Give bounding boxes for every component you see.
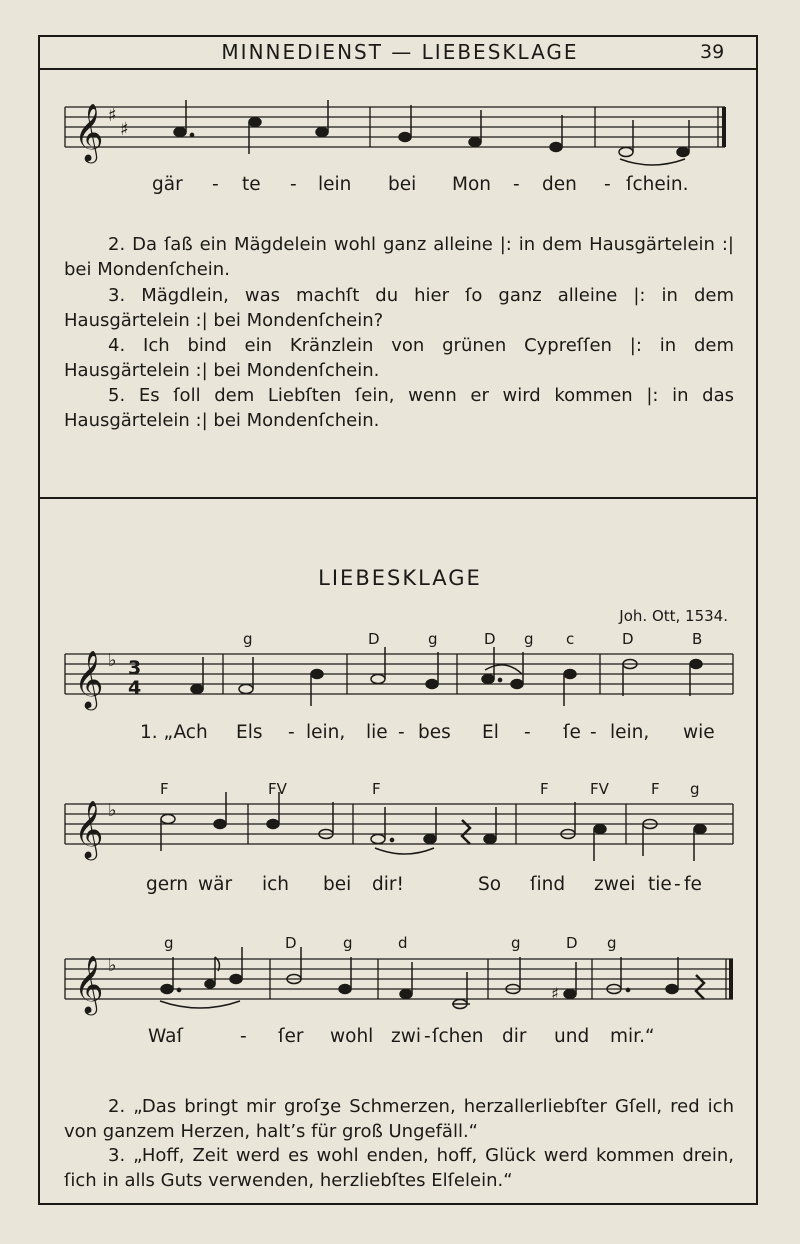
lyric: - — [674, 874, 681, 895]
lyric: - — [590, 722, 597, 743]
chord-symbol: g — [511, 934, 521, 952]
verse-number: 3. — [108, 285, 126, 306]
svg-text:𝄞: 𝄞 — [74, 800, 104, 858]
lyric: gern — [146, 874, 189, 895]
song1-lyric: bei — [388, 174, 417, 195]
lyric: mir.“ — [610, 1026, 655, 1047]
song1-lyric: ſchein. — [626, 174, 689, 195]
song1-lyric: gär — [152, 174, 183, 195]
lyric: ſer — [278, 1026, 304, 1047]
lyric: fe — [684, 874, 702, 895]
lyric: ſe — [563, 722, 581, 743]
song1-lyric: den — [542, 174, 577, 195]
lyric: zwi — [391, 1026, 421, 1047]
svg-text:♭: ♭ — [108, 650, 117, 671]
section-divider — [38, 497, 758, 499]
chord-symbol: F — [651, 780, 660, 798]
chord-symbol: D — [484, 630, 496, 648]
page-number: 39 — [700, 41, 725, 63]
verse-number: 2. — [108, 1096, 126, 1117]
lyric: ſind — [530, 874, 566, 895]
song1-lyric: - — [290, 174, 297, 195]
song1-verse-3 — [64, 283, 734, 333]
chord-symbol: F — [372, 780, 381, 798]
song1-lyric: te — [242, 174, 261, 195]
lyric: tie — [648, 874, 672, 895]
verse-text: „Das bringt mir groſʒe Schmerzen, herzallerliebſter Gſell, red ich von ganzem Herzen, halt’s für groß Ungefäll.“ — [64, 1096, 734, 1142]
time-sig-bottom: 4 — [128, 677, 142, 699]
svg-text:♯: ♯ — [551, 984, 559, 1003]
verse-text: Da ſaß ein Mägdelein wohl ganz alleine |: in dem Hausgärtelein :| bei Mondenſchein. — [64, 234, 734, 280]
chord-symbol: g — [607, 934, 617, 952]
song1-verse-4 — [64, 333, 734, 383]
running-title: MINNEDIENST — LIEBESKLAGE — [221, 40, 579, 64]
lyric: Waſ — [148, 1026, 183, 1047]
svg-text:♭: ♭ — [108, 955, 117, 976]
song1-lyric: Mon — [452, 174, 492, 195]
lyric: - — [398, 722, 405, 743]
lyric: lein, — [610, 722, 650, 743]
chord-symbol: FV — [268, 780, 287, 798]
lyric: ſchen — [432, 1026, 484, 1047]
song-title: LIEBESKLAGE — [318, 566, 482, 590]
time-sig-top: 3 — [128, 657, 142, 679]
lyric: lie — [366, 722, 388, 743]
song1-verse-5 — [64, 383, 734, 433]
chord-symbol: d — [398, 934, 408, 952]
lyric: wär — [198, 874, 233, 895]
verse-text: Mägdlein, was machſt du hier ſo ganz alleine |: in dem Hausgärtelein :| bei Mondenſchein? — [64, 285, 734, 331]
song1-lyric: - — [604, 174, 611, 195]
verse-number: 2. — [108, 234, 126, 255]
lyric: - — [524, 722, 531, 743]
lyric: - — [240, 1026, 247, 1047]
chord-symbol: g — [428, 630, 438, 648]
chord-symbol: g — [524, 630, 534, 648]
lyric: dir — [502, 1026, 527, 1047]
chord-symbol: g — [690, 780, 700, 798]
song2-verse-3 — [64, 1143, 734, 1193]
chord-symbol: g — [164, 934, 174, 952]
verse-number: 4. — [108, 335, 126, 356]
lyric: El — [482, 722, 499, 743]
song1-verse-2 — [64, 232, 734, 282]
staff-system-2 — [60, 790, 740, 870]
chord-symbol: c — [566, 630, 575, 648]
svg-text:𝄞: 𝄞 — [74, 650, 104, 708]
lyric: lein, — [306, 722, 346, 743]
song1-lyric: - — [212, 174, 219, 195]
song1-lyric: lein — [318, 174, 352, 195]
svg-text:♯: ♯ — [120, 119, 129, 140]
chord-symbol: g — [343, 934, 353, 952]
verse-text: „Hoff, Zeit werd es wohl enden, hoff, Glück werd kommen drein, ſich in alls Guts verwenden, herzliebſtes Elſelein.“ — [64, 1145, 734, 1191]
lyric: zwei — [594, 874, 636, 895]
chord-symbol: FV — [590, 780, 609, 798]
lyric: wie — [683, 722, 715, 743]
lyric: bei — [323, 874, 352, 895]
chord-symbol: D — [285, 934, 297, 952]
chord-symbol: D — [622, 630, 634, 648]
svg-text:𝄞: 𝄞 — [74, 955, 104, 1013]
lyric: So — [478, 874, 502, 895]
lyric: dir! — [372, 874, 404, 895]
lyric: ich — [262, 874, 290, 895]
lyric: bes — [418, 722, 451, 743]
lyric: - — [424, 1026, 431, 1047]
song1-staff — [60, 95, 740, 175]
verse-text: Ich bind ein Kränzlein von grünen Cypreſſen |: in dem Hausgärtelein :| bei Mondenſchein. — [64, 335, 734, 381]
verse-number: 5. — [108, 385, 126, 406]
song2-verse-2 — [64, 1094, 734, 1144]
chord-symbol: F — [540, 780, 549, 798]
lyric: Els — [236, 722, 263, 743]
chord-symbol: D — [368, 630, 380, 648]
svg-text:♭: ♭ — [108, 800, 117, 821]
header-rule — [38, 68, 758, 70]
chord-symbol: F — [160, 780, 169, 798]
staff-system-3 — [60, 945, 740, 1025]
lyric: wohl — [330, 1026, 374, 1047]
song1-lyric: - — [513, 174, 520, 195]
svg-text:♯: ♯ — [108, 105, 117, 126]
chord-symbol: B — [692, 630, 703, 648]
staff-system-1 — [60, 640, 740, 720]
lyric: 1. „Ach — [140, 722, 208, 743]
composer-attribution: Joh. Ott, 1534. — [619, 607, 728, 625]
verse-number: 3. — [108, 1145, 126, 1166]
lyric: - — [288, 722, 295, 743]
chord-symbol: D — [566, 934, 578, 952]
verse-text: Es ſoll dem Liebſten ſein, wenn er wird kommen |: in das Hausgärtelein :| bei Mondenſchein. — [64, 385, 734, 431]
chord-symbol: g — [243, 630, 253, 648]
svg-text:𝄞: 𝄞 — [74, 103, 104, 161]
lyric: und — [554, 1026, 590, 1047]
